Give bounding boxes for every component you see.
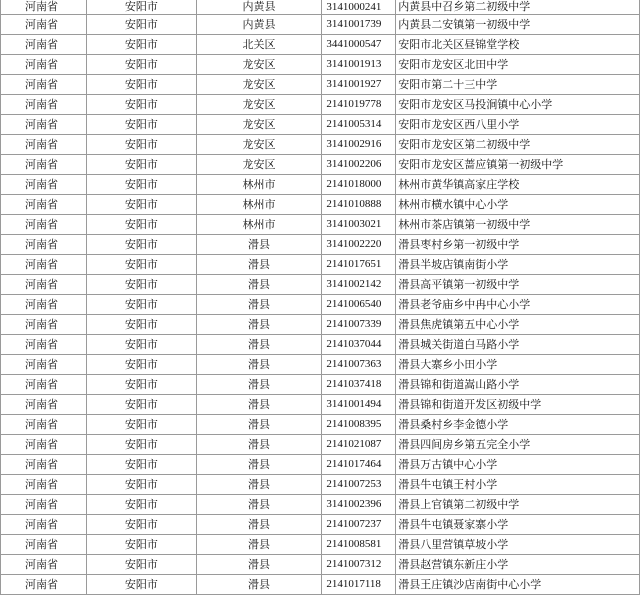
table-row xyxy=(1,495,640,515)
city-cell[interactable]: 安阳市 xyxy=(86,35,196,55)
province-cell[interactable]: 河南省 xyxy=(1,495,87,515)
province-cell[interactable]: 河南省 xyxy=(1,235,87,255)
province-cell[interactable]: 河南省 xyxy=(1,575,87,595)
table-row xyxy=(1,275,640,295)
county-cell[interactable]: 滑县 xyxy=(196,415,322,435)
province-cell[interactable]: 河南省 xyxy=(1,115,87,135)
school-name-cell[interactable]: 安阳市第二十三中学 xyxy=(396,75,640,95)
table-row xyxy=(1,75,640,95)
table-row xyxy=(1,215,640,235)
city-cell[interactable]: 安阳市 xyxy=(86,55,196,75)
school-name-cell[interactable]: 滑县锦和街道嵩山路小学 xyxy=(396,375,640,395)
school-name-cell[interactable]: 安阳市龙安区马投涧镇中心小学 xyxy=(396,95,640,115)
table-row xyxy=(1,95,640,115)
county-cell[interactable]: 滑县 xyxy=(196,275,322,295)
table-row xyxy=(1,175,640,195)
city-cell[interactable]: 安阳市 xyxy=(86,135,196,155)
province-cell[interactable]: 河南省 xyxy=(1,395,87,415)
county-cell[interactable]: 滑县 xyxy=(196,335,322,355)
province-cell[interactable]: 河南省 xyxy=(1,315,87,335)
city-cell[interactable]: 安阳市 xyxy=(86,155,196,175)
province-cell[interactable]: 河南省 xyxy=(1,535,87,555)
province-cell[interactable]: 河南省 xyxy=(1,95,87,115)
school-name-cell[interactable]: 内黄县中召乡第二初级中学 xyxy=(396,0,640,15)
school-code-cell[interactable]: 2141019778 xyxy=(322,95,396,115)
table-row xyxy=(1,115,640,135)
school-code-cell[interactable]: 3141000241 xyxy=(322,0,396,15)
city-cell[interactable]: 安阳市 xyxy=(86,75,196,95)
school-code-cell[interactable]: 2141017651 xyxy=(322,255,396,275)
school-name-cell[interactable]: 滑县四间房乡第五完全小学 xyxy=(396,435,640,455)
city-cell[interactable]: 安阳市 xyxy=(86,395,196,415)
school-code-cell[interactable]: 3441000547 xyxy=(322,35,396,55)
city-cell[interactable]: 安阳市 xyxy=(86,375,196,395)
school-name-cell[interactable]: 滑县牛屯镇王村小学 xyxy=(396,475,640,495)
school-code-cell[interactable]: 3141001913 xyxy=(322,55,396,75)
province-cell[interactable]: 河南省 xyxy=(1,555,87,575)
school-code-cell[interactable]: 3141001927 xyxy=(322,75,396,95)
province-cell[interactable]: 河南省 xyxy=(1,295,87,315)
school-name-cell[interactable]: 滑县桑村乡李金德小学 xyxy=(396,415,640,435)
county-cell[interactable]: 林州市 xyxy=(196,215,322,235)
school-code-cell[interactable]: 2141007237 xyxy=(322,515,396,535)
county-cell[interactable]: 滑县 xyxy=(196,575,322,595)
school-code-cell[interactable]: 2141018000 xyxy=(322,175,396,195)
province-cell[interactable]: 河南省 xyxy=(1,255,87,275)
county-cell[interactable]: 北关区 xyxy=(196,35,322,55)
city-cell[interactable]: 安阳市 xyxy=(86,235,196,255)
province-cell[interactable]: 河南省 xyxy=(1,215,87,235)
table-row xyxy=(1,15,640,35)
school-code-cell[interactable]: 2141006540 xyxy=(322,295,396,315)
school-code-cell[interactable]: 2141007312 xyxy=(322,555,396,575)
county-cell[interactable]: 内黄县 xyxy=(196,15,322,35)
province-cell[interactable]: 河南省 xyxy=(1,175,87,195)
school-code-cell[interactable]: 2141007339 xyxy=(322,315,396,335)
province-cell[interactable]: 河南省 xyxy=(1,275,87,295)
table-row xyxy=(1,35,640,55)
county-cell[interactable]: 龙安区 xyxy=(196,115,322,135)
county-cell[interactable]: 滑县 xyxy=(196,235,322,255)
county-cell[interactable]: 滑县 xyxy=(196,455,322,475)
county-cell[interactable]: 龙安区 xyxy=(196,135,322,155)
table-row xyxy=(1,155,640,175)
city-cell[interactable]: 安阳市 xyxy=(86,515,196,535)
city-cell[interactable]: 安阳市 xyxy=(86,295,196,315)
table-row xyxy=(1,335,640,355)
school-name-cell[interactable]: 滑县大寨乡小田小学 xyxy=(396,355,640,375)
city-cell[interactable]: 安阳市 xyxy=(86,275,196,295)
school-code-cell[interactable]: 3141002220 xyxy=(322,235,396,255)
county-cell[interactable]: 林州市 xyxy=(196,175,322,195)
county-cell[interactable]: 滑县 xyxy=(196,535,322,555)
province-cell[interactable]: 河南省 xyxy=(1,455,87,475)
table-row xyxy=(1,195,640,215)
county-cell[interactable]: 滑县 xyxy=(196,495,322,515)
county-cell[interactable]: 滑县 xyxy=(196,395,322,415)
table-row xyxy=(1,355,640,375)
county-cell[interactable]: 内黄县 xyxy=(196,0,322,15)
school-name-cell[interactable]: 滑县八里营镇草坡小学 xyxy=(396,535,640,555)
school-name-cell[interactable]: 滑县半坡店镇南街小学 xyxy=(396,255,640,275)
province-cell[interactable]: 河南省 xyxy=(1,15,87,35)
school-name-cell[interactable]: 滑县万古镇中心小学 xyxy=(396,455,640,475)
city-cell[interactable]: 安阳市 xyxy=(86,115,196,135)
table-row xyxy=(1,315,640,335)
school-code-cell[interactable]: 3141002142 xyxy=(322,275,396,295)
school-code-cell[interactable]: 2141010888 xyxy=(322,195,396,215)
school-code-cell[interactable]: 3141003021 xyxy=(322,215,396,235)
school-name-cell[interactable]: 滑县牛屯镇聂家寨小学 xyxy=(396,515,640,535)
county-cell[interactable]: 龙安区 xyxy=(196,95,322,115)
county-cell[interactable]: 滑县 xyxy=(196,475,322,495)
city-cell[interactable]: 安阳市 xyxy=(86,335,196,355)
city-cell[interactable]: 安阳市 xyxy=(86,215,196,235)
school-name-cell[interactable]: 安阳市龙安区西八里小学 xyxy=(396,115,640,135)
city-cell[interactable]: 安阳市 xyxy=(86,255,196,275)
school-code-cell[interactable]: 2141005314 xyxy=(322,115,396,135)
table-row xyxy=(1,0,640,15)
county-cell[interactable]: 龙安区 xyxy=(196,55,322,75)
school-name-cell[interactable]: 滑县王庄镇沙店南街中心小学 xyxy=(396,575,640,595)
school-name-cell[interactable]: 林州市横水镇中心小学 xyxy=(396,195,640,215)
table-row xyxy=(1,415,640,435)
school-name-cell[interactable]: 安阳市龙安区北田中学 xyxy=(396,55,640,75)
school-name-cell[interactable]: 滑县上官镇第二初级中学 xyxy=(396,495,640,515)
school-code-cell[interactable]: 2141037418 xyxy=(322,375,396,395)
province-cell[interactable]: 河南省 xyxy=(1,375,87,395)
school-code-cell[interactable]: 2141037044 xyxy=(322,335,396,355)
school-code-cell[interactable]: 2141017118 xyxy=(322,575,396,595)
city-cell[interactable]: 安阳市 xyxy=(86,415,196,435)
city-cell[interactable]: 安阳市 xyxy=(86,555,196,575)
city-cell[interactable]: 安阳市 xyxy=(86,95,196,115)
table-row xyxy=(1,55,640,75)
city-cell[interactable]: 安阳市 xyxy=(86,455,196,475)
table-row xyxy=(1,555,640,575)
school-code-cell[interactable]: 2141007253 xyxy=(322,475,396,495)
school-name-cell[interactable]: 滑县枣村乡第一初级中学 xyxy=(396,235,640,255)
province-cell[interactable]: 河南省 xyxy=(1,135,87,155)
school-code-cell[interactable]: 3141002916 xyxy=(322,135,396,155)
table-row xyxy=(1,235,640,255)
table-row xyxy=(1,435,640,455)
school-code-cell[interactable]: 2141008395 xyxy=(322,415,396,435)
county-cell[interactable]: 龙安区 xyxy=(196,75,322,95)
county-cell[interactable]: 滑县 xyxy=(196,355,322,375)
city-cell[interactable]: 安阳市 xyxy=(86,435,196,455)
table-row xyxy=(1,535,640,555)
school-name-cell[interactable]: 林州市茶店镇第一初级中学 xyxy=(396,215,640,235)
province-cell[interactable]: 河南省 xyxy=(1,515,87,535)
province-cell[interactable]: 河南省 xyxy=(1,195,87,215)
school-name-cell[interactable]: 滑县老爷庙乡中冉中心小学 xyxy=(396,295,640,315)
table-row xyxy=(1,135,640,155)
school-name-cell[interactable]: 安阳市龙安区蔷应镇第一初级中学 xyxy=(396,155,640,175)
table-row xyxy=(1,575,640,595)
province-cell[interactable]: 河南省 xyxy=(1,355,87,375)
county-cell[interactable]: 滑县 xyxy=(196,255,322,275)
school-code-cell[interactable]: 2141008581 xyxy=(322,535,396,555)
city-cell[interactable]: 安阳市 xyxy=(86,175,196,195)
province-cell[interactable]: 河南省 xyxy=(1,35,87,55)
province-cell[interactable]: 河南省 xyxy=(1,475,87,495)
school-name-cell[interactable]: 滑县高平镇第一初级中学 xyxy=(396,275,640,295)
city-cell[interactable]: 安阳市 xyxy=(86,0,196,15)
city-cell[interactable]: 安阳市 xyxy=(86,475,196,495)
city-cell[interactable]: 安阳市 xyxy=(86,495,196,515)
city-cell[interactable]: 安阳市 xyxy=(86,575,196,595)
table-row xyxy=(1,515,640,535)
school-code-cell[interactable]: 2141021087 xyxy=(322,435,396,455)
table-row xyxy=(1,475,640,495)
table-row xyxy=(1,255,640,275)
city-cell[interactable]: 安阳市 xyxy=(86,195,196,215)
school-name-cell[interactable]: 安阳市北关区昼锦堂学校 xyxy=(396,35,640,55)
county-cell[interactable]: 林州市 xyxy=(196,195,322,215)
county-cell[interactable]: 滑县 xyxy=(196,515,322,535)
county-cell[interactable]: 滑县 xyxy=(196,375,322,395)
school-code-cell[interactable]: 2141017464 xyxy=(322,455,396,475)
table-row xyxy=(1,395,640,415)
table-row xyxy=(1,455,640,475)
school-code-cell[interactable]: 3141002206 xyxy=(322,155,396,175)
school-name-cell[interactable]: 滑县焦虎镇第五中心小学 xyxy=(396,315,640,335)
county-cell[interactable]: 滑县 xyxy=(196,295,322,315)
school-name-cell[interactable]: 滑县赵营镇东新庄小学 xyxy=(396,555,640,575)
school-code-cell[interactable]: 2141007363 xyxy=(322,355,396,375)
province-cell[interactable]: 河南省 xyxy=(1,0,87,15)
school-name-cell[interactable]: 安阳市龙安区第二初级中学 xyxy=(396,135,640,155)
school-code-cell[interactable]: 3141001494 xyxy=(322,395,396,415)
city-cell[interactable]: 安阳市 xyxy=(86,315,196,335)
province-cell[interactable]: 河南省 xyxy=(1,415,87,435)
school-name-cell[interactable]: 滑县锦和街道开发区初级中学 xyxy=(396,395,640,415)
city-cell[interactable]: 安阳市 xyxy=(86,355,196,375)
province-cell[interactable]: 河南省 xyxy=(1,75,87,95)
table-row xyxy=(1,295,640,315)
province-cell[interactable]: 河南省 xyxy=(1,55,87,75)
county-cell[interactable]: 滑县 xyxy=(196,435,322,455)
school-name-cell[interactable]: 林州市黄华镇高家庄学校 xyxy=(396,175,640,195)
school-name-cell[interactable]: 内黄县二安镇第一初级中学 xyxy=(396,15,640,35)
county-cell[interactable]: 滑县 xyxy=(196,555,322,575)
school-code-cell[interactable]: 3141002396 xyxy=(322,495,396,515)
school-code-cell[interactable]: 3141001739 xyxy=(322,15,396,35)
school-name-cell[interactable]: 滑县城关街道白马路小学 xyxy=(396,335,640,355)
table-row xyxy=(1,375,640,395)
city-cell[interactable]: 安阳市 xyxy=(86,535,196,555)
city-cell[interactable]: 安阳市 xyxy=(86,15,196,35)
table-body xyxy=(1,0,640,595)
county-cell[interactable]: 滑县 xyxy=(196,315,322,335)
province-cell[interactable]: 河南省 xyxy=(1,155,87,175)
county-cell[interactable]: 龙安区 xyxy=(196,155,322,175)
province-cell[interactable]: 河南省 xyxy=(1,435,87,455)
province-cell[interactable]: 河南省 xyxy=(1,335,87,355)
